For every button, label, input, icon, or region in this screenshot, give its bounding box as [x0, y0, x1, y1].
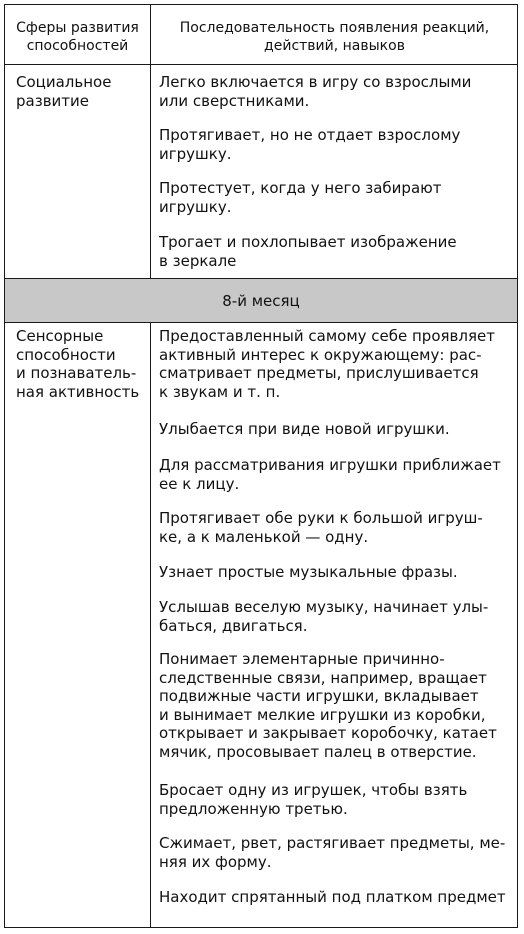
list-item: Протестует, когда у него забирают игрушку. [159, 179, 442, 216]
list-item: Легко включается в игру со взрослыми или сверстниками. [159, 73, 472, 110]
list-item: Трогает и похлопывает изображение в зеркале [159, 233, 457, 270]
list-item: Сжимает, рвет, растягивает предметы, ме- няя их форму. [159, 834, 506, 871]
month-label: 8-й месяц [222, 292, 300, 310]
list-item: Протягивает, но не отдает взрослому игрушку. [159, 126, 461, 163]
list-item: Услышав веселую музыку, начинает улы- баться, двигаться. [159, 598, 489, 635]
development-table [4, 4, 518, 928]
header-spheres: Сферы развития способностей [16, 20, 139, 54]
month-band [5, 279, 517, 323]
column-divider [150, 5, 151, 278]
category-social: Социальное развитие [16, 73, 112, 110]
column-divider [150, 323, 151, 927]
header-divider [5, 64, 517, 65]
list-item: Находит спрятанный под платком предмет [159, 888, 506, 906]
header-sequence: Последовательность появления реакций, действий, навыков [179, 20, 490, 54]
category-sensory: Сенсорные способности и познаватель- ная активность [16, 327, 140, 401]
list-item: Предоставленный самому себе проявляет активный интерес к окружающему: рас- сматривает предметы, прислушивается к звукам и т. п. [159, 327, 495, 401]
list-item: Для рассматривания игрушки приближает ее к лицу. [159, 456, 501, 493]
list-item: Бросает одну из игрушек, чтобы взять предложенную третью. [159, 781, 468, 818]
list-item: Понимает элементарные причинно- следственные связи, например, вращает подвижные части игрушки, вкладывает и вынимает мелкие игрушки из коробки, открывает и закрывает коробочку, катает мячик, просовывает палец в отверстие. [159, 650, 497, 761]
band-bottom-divider [5, 322, 517, 323]
list-item: Улыбается при виде новой игрушки. [159, 420, 450, 438]
list-item: Протягивает обе руки к большой игруш- ке, а к маленькой — одну. [159, 509, 483, 546]
list-item: Узнает простые музыкальные фразы. [159, 563, 458, 581]
